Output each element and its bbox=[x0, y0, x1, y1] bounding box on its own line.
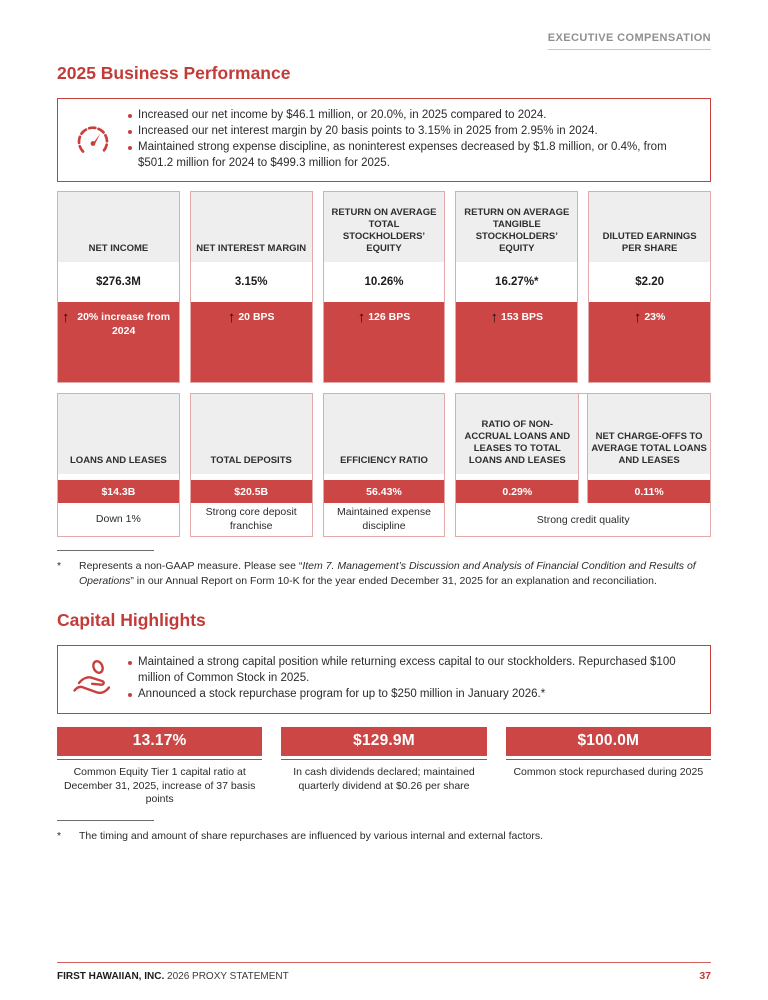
bullet-dot-icon bbox=[128, 114, 132, 118]
footnote-text bbox=[79, 559, 711, 589]
performance-highlight-box bbox=[57, 98, 711, 182]
bullet-text: Maintained a strong capital position while returning excess capital to our stockholders. Repurchased $100 million of Common Stock in 2025. bbox=[138, 656, 676, 684]
up-arrow-icon: ↑ bbox=[633, 309, 642, 327]
footer-brand: FIRST HAWAIIAN, INC. bbox=[57, 971, 165, 982]
metric-card-total-deposits bbox=[190, 393, 313, 536]
metric-card-nonaccrual-ratio bbox=[456, 394, 579, 503]
metric-change bbox=[58, 302, 179, 382]
metric-caption: Strong core deposit franchise bbox=[205, 506, 297, 532]
capital-bullet-list bbox=[122, 655, 696, 703]
metric-caption: Maintained expense discipline bbox=[337, 506, 431, 532]
metric-change bbox=[456, 302, 577, 382]
up-arrow-icon: ↑ bbox=[357, 309, 366, 327]
stat-underline bbox=[281, 759, 486, 761]
metric-title: NET INCOME bbox=[58, 192, 179, 262]
footnote-non-gaap bbox=[57, 559, 711, 589]
bullet-dot-icon bbox=[128, 130, 132, 134]
section-eyebrow: EXECUTIVE COMPENSATION bbox=[548, 32, 711, 50]
footnote-text-post: ” in our Annual Report on Form 10-K for the year ended December 31, 2025 for an explanation and reconciliation. bbox=[130, 574, 657, 587]
up-arrow-icon: ↑ bbox=[227, 309, 236, 327]
bullet-item bbox=[122, 108, 696, 124]
bullet-item bbox=[122, 140, 696, 172]
footnote-marker: * bbox=[57, 559, 62, 572]
bullet-text: Maintained strong expense discipline, as noninterest expenses decreased by $1.8 million, or 0.4%, from $501.2 million for 2024 to $499.3 million for 2025. bbox=[138, 140, 667, 169]
metric-value: $14.3B bbox=[58, 480, 179, 503]
stat-value: $100.0M bbox=[506, 727, 711, 756]
bullet-text: Announced a stock repurchase program for up to $250 million in January 2026.* bbox=[138, 687, 546, 700]
gauge-icon bbox=[64, 120, 122, 160]
metric-cards-row-2 bbox=[57, 393, 711, 536]
metric-change-text: 20% increase from 2024 bbox=[77, 311, 171, 337]
metric-title: LOANS AND LEASES bbox=[58, 394, 179, 474]
metric-title: EFFICIENCY RATIO bbox=[324, 394, 445, 474]
bullet-item bbox=[122, 655, 696, 687]
stat-value: $129.9M bbox=[281, 727, 486, 756]
up-arrow-icon: ↑ bbox=[62, 309, 70, 327]
hand-coin-icon bbox=[64, 658, 122, 700]
metric-value: 0.29% bbox=[456, 480, 578, 503]
stat-stock-repurchased bbox=[506, 727, 711, 807]
metric-caption: Down 1% bbox=[95, 513, 141, 525]
bullet-text: Increased our net income by $46.1 million, or 20.0%, in 2025 compared to 2024. bbox=[138, 109, 547, 121]
metric-title: NET CHARGE-OFFS TO AVERAGE TOTAL LOANS AND LEASES bbox=[588, 394, 710, 474]
metric-value: 0.11% bbox=[588, 480, 710, 503]
metric-title: RATIO OF NON-ACCRUAL LOANS AND LEASES TO TOTAL LOANS AND LEASES bbox=[456, 394, 578, 474]
stat-caption: In cash dividends declared; maintained quarterly dividend at $0.26 per share bbox=[293, 766, 475, 792]
metric-card-net-interest-margin bbox=[190, 191, 313, 383]
footnote-text: The timing and amount of share repurchases are influenced by various internal and external factors. bbox=[79, 830, 544, 843]
eyebrow-row bbox=[57, 28, 711, 50]
metric-title: TOTAL DEPOSITS bbox=[191, 394, 312, 474]
metric-title: DILUTED EARNINGS PER SHARE bbox=[589, 192, 710, 262]
performance-bullet-list bbox=[122, 108, 696, 171]
footnote-text-pre: Represents a non-GAAP measure. Please see “ bbox=[79, 559, 303, 572]
metric-card-group-credit-quality bbox=[455, 393, 711, 536]
bullet-text: Increased our net interest margin by 20 basis points to 3.15% in 2025 from 2.95% in 2024. bbox=[138, 124, 598, 137]
stat-value: 13.17% bbox=[57, 727, 262, 756]
page-title: 2025 Business Performance bbox=[57, 63, 291, 83]
capital-stats-row bbox=[57, 727, 711, 807]
footer-page-number: 37 bbox=[699, 970, 711, 982]
metric-card-efficiency-ratio bbox=[323, 393, 446, 536]
footnote-divider bbox=[57, 820, 154, 821]
capital-highlight-box bbox=[57, 645, 711, 714]
stat-underline bbox=[506, 759, 711, 761]
metric-change-text: 153 BPS bbox=[501, 311, 544, 324]
metric-value: $2.20 bbox=[635, 276, 664, 289]
stat-cet1-ratio bbox=[57, 727, 262, 807]
metric-change bbox=[191, 302, 312, 382]
bullet-dot-icon bbox=[128, 693, 132, 697]
metric-card-diluted-eps bbox=[588, 191, 711, 383]
footnote-repurchase-timing bbox=[57, 829, 711, 844]
footnote-divider bbox=[57, 550, 154, 551]
stat-underline bbox=[57, 759, 262, 761]
metric-title: RETURN ON AVERAGE TOTAL STOCKHOLDERS’ EQUITY bbox=[324, 192, 445, 262]
metric-title: NET INTEREST MARGIN bbox=[191, 192, 312, 262]
metric-card-return-avg-tangible-equity bbox=[455, 191, 578, 383]
capital-highlights-title: Capital Highlights bbox=[57, 610, 206, 631]
metric-change bbox=[324, 302, 445, 382]
metric-change-text: 126 BPS bbox=[368, 311, 411, 324]
metric-value: 10.26% bbox=[364, 276, 404, 289]
metric-value: 16.27%* bbox=[495, 276, 539, 289]
metric-value: $276.3M bbox=[96, 276, 141, 289]
metric-card-net-income bbox=[57, 191, 180, 383]
metric-title: RETURN ON AVERAGE TANGIBLE STOCKHOLDERS’ EQUITY bbox=[456, 192, 577, 262]
metric-card-net-chargeoffs bbox=[587, 394, 710, 503]
footer-left bbox=[57, 971, 289, 982]
bullet-item bbox=[122, 687, 696, 703]
stat-caption: Common Equity Tier 1 capital ratio at December 31, 2025, increase of 37 basis points bbox=[63, 766, 256, 806]
bullet-item bbox=[122, 124, 696, 140]
bullet-dot-icon bbox=[128, 146, 132, 150]
bullet-dot-icon bbox=[128, 661, 132, 665]
metric-change-text: 20 BPS bbox=[238, 311, 275, 324]
metric-card-loans-and-leases bbox=[57, 393, 180, 536]
metric-change bbox=[589, 302, 710, 382]
metric-value: 3.15% bbox=[234, 276, 268, 289]
metric-value: 56.43% bbox=[324, 480, 445, 503]
metric-card-group-top bbox=[456, 394, 710, 503]
up-arrow-icon: ↑ bbox=[490, 309, 499, 327]
stat-caption: Common stock repurchased during 2025 bbox=[513, 766, 704, 779]
metric-shared-caption: Strong credit quality bbox=[536, 513, 630, 526]
metric-value: $20.5B bbox=[191, 480, 312, 503]
metric-cards-row-1 bbox=[57, 191, 711, 383]
stat-cash-dividends bbox=[281, 727, 486, 807]
page-footer bbox=[57, 962, 711, 982]
footer-doc-title: 2026 PROXY STATEMENT bbox=[167, 971, 289, 982]
metric-card-return-avg-total-equity bbox=[323, 191, 446, 383]
footnote-text-italic: Item 7. Management’s Discussion and Analysis of Financial Condition and Results of Operations bbox=[79, 559, 696, 587]
footnote-marker: * bbox=[57, 830, 62, 843]
metric-change-text: 23% bbox=[644, 311, 666, 324]
